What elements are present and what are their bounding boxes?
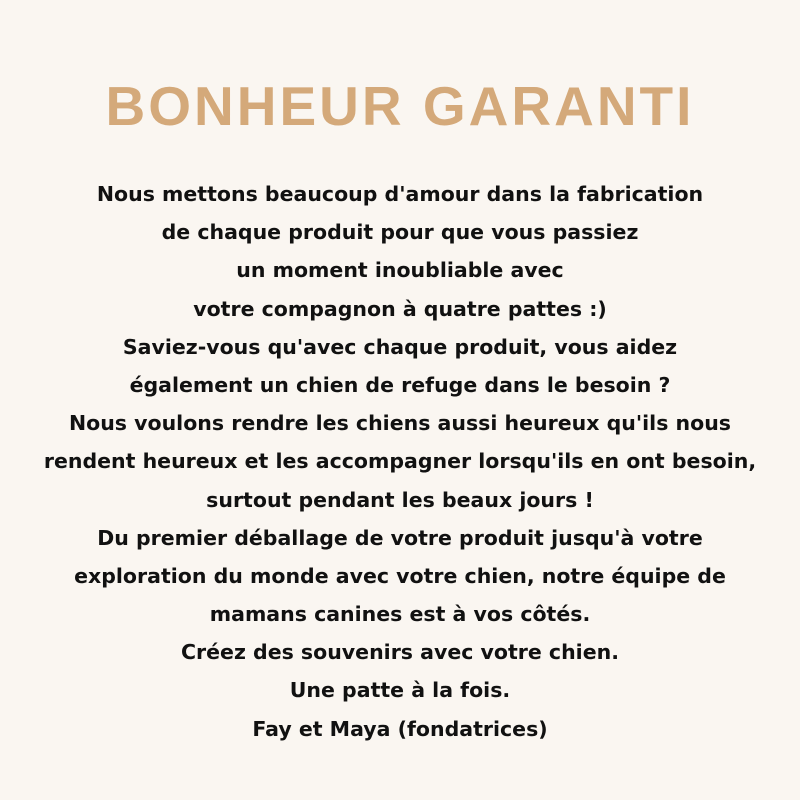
message-line: de chaque produit pour que vous passiez: [161, 220, 639, 245]
message-line: Du premier déballage de votre produit jusqu'à votre: [97, 525, 703, 550]
message-line: surtout pendant les beaux jours !: [206, 487, 594, 512]
message-line: Nous voulons rendre les chiens aussi heureux qu'ils nous: [68, 411, 732, 436]
message-line: Une patte à la fois.: [289, 678, 511, 703]
message-line: Saviez-vous qu'avec chaque produit, vous aidez: [122, 334, 678, 359]
message-line: Créez des souvenirs avec votre chien.: [180, 640, 619, 665]
message-line: Nous mettons beaucoup d'amour dans la fabrication: [96, 182, 704, 206]
guarantee-message: [0, 175, 800, 748]
message-line: votre compagnon à quatre pattes :): [193, 296, 607, 321]
message-line: un moment inoubliable avec: [236, 258, 564, 283]
message-line: également un chien de refuge dans le besoin ?: [129, 372, 671, 397]
message-line: mamans canines est à vos côtés.: [209, 602, 591, 627]
signature: Fay et Maya (fondatrices): [252, 716, 548, 741]
message-line: rendent heureux et les accompagner lorsqu'ils en ont besoin,: [43, 449, 757, 474]
message-line: exploration du monde avec votre chien, notre équipe de: [74, 563, 726, 588]
page-title: BONHEUR GARANTI: [105, 75, 695, 137]
